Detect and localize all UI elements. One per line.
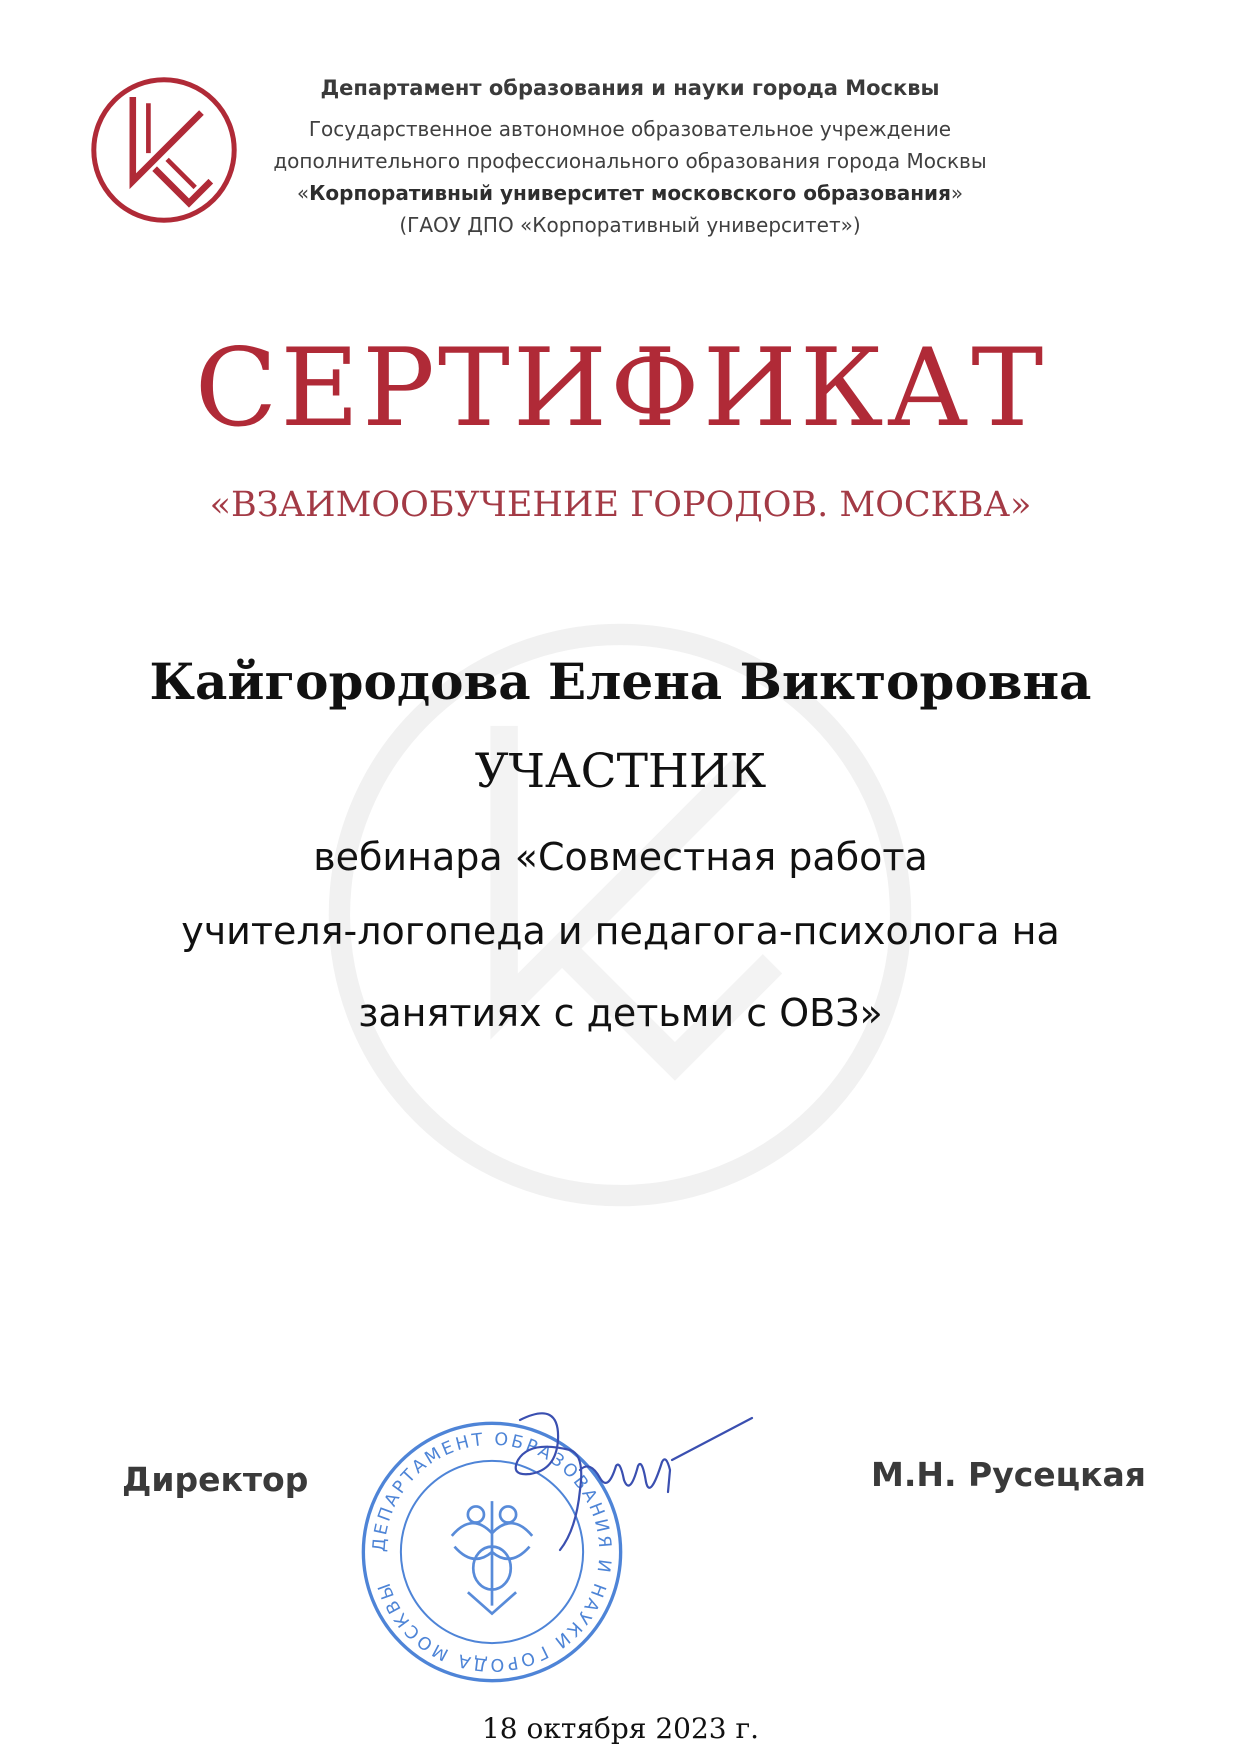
recipient-name: Кайгородова Елена Викторовна: [149, 652, 1092, 711]
description-line-2: учителя-логопеда и педагога-психолога на: [181, 909, 1060, 953]
description-line-1: вебинара «Совместная работа: [313, 835, 928, 879]
certificate-subtitle: «ВЗАИМООБУЧЕНИЕ ГОРОДОВ. МОСКВА»: [209, 485, 1032, 525]
institution-name-line: [250, 181, 1010, 205]
recipient-role: УЧАСТНИК: [474, 744, 767, 799]
institution-scope-line: дополнительного профессионального образования города Москвы: [273, 149, 987, 173]
handwritten-signature-icon: [490, 1400, 760, 1570]
institution-abbreviation: (ГАОУ ДПО «Корпоративный университет»): [399, 213, 861, 237]
signer-position: Директор: [122, 1460, 309, 1499]
quote-close: »: [950, 181, 964, 205]
k-monogram-logo-icon: [86, 72, 242, 228]
issue-date: 18 октября 2023 г.: [481, 1712, 760, 1745]
department-name: Департамент образования и науки города Москвы: [320, 76, 940, 100]
institution-name: Корпоративный университет московского образования: [309, 181, 951, 205]
institution-type-line: Государственное автономное образовательное учреждение: [308, 117, 952, 141]
certificate-title: СЕРТИФИКАТ: [194, 326, 1047, 451]
description-line-3: занятиях с детьми с ОВЗ»: [358, 991, 883, 1035]
signer-name: М.Н. Русецкая: [871, 1455, 1146, 1494]
quote-open: «: [296, 181, 310, 205]
stamp-text: ДЕПАРТАМЕНТ ОБРАЗОВАНИЯ И НАУКИ ГОРОДА МОСКВЫ: [369, 1429, 615, 1675]
